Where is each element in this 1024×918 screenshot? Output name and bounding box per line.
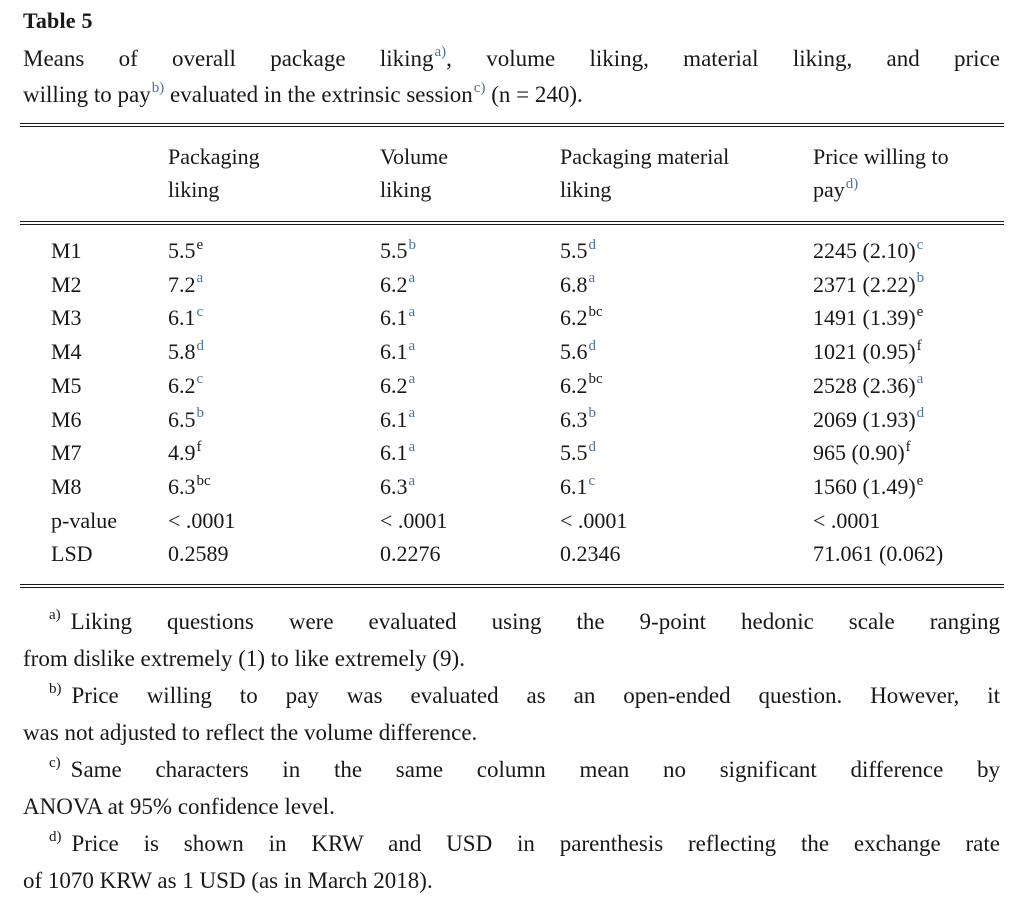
cell-value: 6.2 <box>380 372 408 398</box>
cell-m1-col4 <box>813 234 1000 268</box>
cell-value: 2245 (2.10) <box>813 238 916 263</box>
cell-m6-col4 <box>813 403 1000 437</box>
cell-p-value-col2 <box>380 504 560 538</box>
footnote-ref-c[interactable]: c <box>196 371 204 388</box>
cell-value: 2371 (2.22) <box>813 271 916 297</box>
footnote-marker-c: c) <box>49 755 61 772</box>
cell-m1-col3 <box>560 234 813 268</box>
sig-letter-e: e <box>196 236 204 253</box>
footnote-ref-a[interactable]: a <box>408 270 416 287</box>
cell-m3-col3 <box>560 301 813 335</box>
cell-m7-col4 <box>813 436 1000 470</box>
table-number-title: Table 5 <box>23 8 93 33</box>
table-caption <box>23 41 1000 113</box>
caption-text: evaluated in the extrinsic session <box>164 82 473 107</box>
cell-value: 6.5 <box>168 406 196 432</box>
cell-value: 71.061 (0.062) <box>813 541 944 567</box>
footnote-text: Same characters in the same column mean no significant difference by <box>70 757 1000 783</box>
cell-lsd-col1 <box>168 537 380 571</box>
cell-m7-col1 <box>168 436 380 470</box>
footnote-ref-c[interactable]: c) <box>473 80 486 97</box>
cell-m5-col4 <box>813 369 1000 403</box>
cell-lsd-col4 <box>813 537 1000 571</box>
cell-value: 1021 (0.95) <box>813 339 916 365</box>
table-row-m2 <box>23 268 1000 302</box>
cell-m1-col1 <box>168 234 380 268</box>
row-label-m5: M5 <box>51 372 82 398</box>
cell-value: 6.1 <box>380 305 408 331</box>
sig-letter-bc: bc <box>196 472 211 489</box>
column-header-price-willing-to-pay <box>813 140 1000 206</box>
cell-m3-col1 <box>168 301 380 335</box>
footnote-ref-d[interactable]: d <box>588 337 596 354</box>
footnote-ref-a[interactable]: a <box>408 405 416 422</box>
cell-value: 1560 (1.49) <box>813 473 916 499</box>
cell-value: 6.3 <box>380 473 408 499</box>
cell-m2-col2 <box>380 268 560 302</box>
cell-value: 6.2 <box>168 372 196 398</box>
table-row-m8 <box>23 470 1000 504</box>
table-row-m4 <box>23 335 1000 369</box>
cell-m4-col2 <box>380 335 560 369</box>
cell-value: 6.3 <box>168 473 196 499</box>
column-header-line: Price willing to <box>813 144 949 169</box>
footnote-ref-a[interactable]: a <box>916 371 924 388</box>
cell-m2-col1 <box>168 268 380 302</box>
cell-value: 5.5 <box>380 238 408 263</box>
footnote-ref-b[interactable]: b <box>588 405 596 422</box>
footnote-line-2: was not adjusted to reflect the volume difference. <box>23 720 478 746</box>
cell-m6-col1 <box>168 403 380 437</box>
cell-value: 6.1 <box>168 305 196 331</box>
footnote-ref-a[interactable]: a) <box>434 44 447 61</box>
table-body <box>23 225 1000 584</box>
cell-m6-col2 <box>380 403 560 437</box>
row-label-p-value: p-value <box>51 507 117 533</box>
footnote-ref-a[interactable]: a <box>408 304 416 321</box>
table-row-m3 <box>23 301 1000 335</box>
cell-value: 0.2346 <box>560 541 621 567</box>
footnote-line-1 <box>23 603 1000 640</box>
footnote-ref-d[interactable]: d) <box>845 175 859 192</box>
cell-value: 6.1 <box>380 406 408 432</box>
cell-m3-col4 <box>813 301 1000 335</box>
cell-m5-col2 <box>380 369 560 403</box>
sig-letter-e: e <box>916 472 924 489</box>
footnote-ref-c[interactable]: c <box>916 236 924 253</box>
table-row-m5 <box>23 369 1000 403</box>
column-header-line: liking <box>380 177 432 202</box>
cell-value: 5.5 <box>560 238 588 263</box>
table-header-row <box>23 127 1000 221</box>
column-header-line: liking <box>168 177 220 202</box>
footnote-ref-b[interactable]: b <box>408 236 416 253</box>
cell-m3-col2 <box>380 301 560 335</box>
cell-value: 6.1 <box>560 473 588 499</box>
footnote-marker-b: b) <box>49 681 62 698</box>
cell-value: < .0001 <box>380 507 448 533</box>
cell-m2-col3 <box>560 268 813 302</box>
table-caption-line-1 <box>23 41 1000 77</box>
cell-m7-col3 <box>560 436 813 470</box>
column-header-line: Volume <box>380 144 449 169</box>
cell-value: 6.1 <box>380 440 408 466</box>
column-header-volume-liking <box>380 140 560 206</box>
footnote-text: Liking questions were evaluated using the 9-point hedonic scale ranging <box>70 609 1000 635</box>
cell-value: 6.2 <box>560 305 588 331</box>
cell-lsd-col2 <box>380 537 560 571</box>
cell-value: < .0001 <box>560 507 628 533</box>
cell-m2-col4 <box>813 268 1000 302</box>
row-label-m2: M2 <box>51 271 82 297</box>
table-footnotes <box>23 603 1000 899</box>
footnote-line-1 <box>23 677 1000 714</box>
cell-m5-col1 <box>168 369 380 403</box>
footnote-ref-a[interactable]: a <box>408 472 416 489</box>
cell-value: 6.8 <box>560 271 588 297</box>
footnote-line-2: from dislike extremely (1) to like extremely (9). <box>23 646 465 672</box>
table-bottom-rule <box>20 584 1004 588</box>
cell-m8-col2 <box>380 470 560 504</box>
footnote-ref-a[interactable]: a <box>408 438 416 455</box>
footnote-ref-d[interactable]: d <box>588 438 596 455</box>
cell-value: < .0001 <box>813 507 881 533</box>
cell-value: 5.6 <box>560 339 588 365</box>
table-caption-line-2 <box>23 77 1000 113</box>
row-label-m3: M3 <box>51 305 82 331</box>
cell-value: 6.2 <box>560 372 588 398</box>
cell-m4-col4 <box>813 335 1000 369</box>
footnote-ref-b[interactable]: b <box>916 270 925 287</box>
sig-letter-bc: bc <box>588 304 603 321</box>
cell-value: 4.9 <box>168 440 196 466</box>
cell-m6-col3 <box>560 403 813 437</box>
footnote-text: Price willing to pay was evaluated as an open-ended question. However, it <box>71 683 1000 709</box>
footnote-ref-a[interactable]: a <box>588 270 596 287</box>
footnote-ref-a[interactable]: a <box>196 270 204 287</box>
cell-value: 2528 (2.36) <box>813 372 916 398</box>
column-header-blank <box>23 140 168 206</box>
cell-value: 6.1 <box>380 339 408 365</box>
sig-letter-bc: bc <box>588 371 603 388</box>
footnote-b <box>23 677 1000 751</box>
row-label-m1: M1 <box>51 238 82 263</box>
table-row-m7 <box>23 436 1000 470</box>
cell-value: 1491 (1.39) <box>813 305 916 331</box>
table-row-lsd <box>23 537 1000 571</box>
cell-p-value-col1 <box>168 504 380 538</box>
cell-value: 965 (0.90) <box>813 440 905 466</box>
row-label-m6: M6 <box>51 406 82 432</box>
footnote-text: Price is shown in KRW and USD in parenthesis reflecting the exchange rate <box>71 831 1000 857</box>
cell-value: 6.3 <box>560 406 588 432</box>
caption-text: (n = 240). <box>485 82 583 107</box>
footnote-line-1 <box>23 825 1000 862</box>
cell-value: 5.8 <box>168 339 196 365</box>
cell-m5-col3 <box>560 369 813 403</box>
cell-m4-col3 <box>560 335 813 369</box>
table-row-p-value <box>23 504 1000 538</box>
footnote-ref-d[interactable]: d <box>196 337 204 354</box>
footnote-line-2: of 1070 KRW as 1 USD (as in March 2018). <box>23 868 433 894</box>
cell-value: 2069 (1.93) <box>813 406 916 432</box>
cell-value: 7.2 <box>168 271 196 297</box>
footnote-ref-b[interactable]: b <box>196 405 204 422</box>
footnote-line-1 <box>23 751 1000 788</box>
cell-m4-col1 <box>168 335 380 369</box>
table-row-m1 <box>23 234 1000 268</box>
caption-text: , volume liking, material liking, and price <box>446 46 1000 71</box>
footnote-ref-d[interactable]: d <box>916 405 925 422</box>
row-label-lsd: LSD <box>51 541 93 567</box>
column-header-line: liking <box>560 177 612 202</box>
footnote-ref-a[interactable]: a <box>408 371 416 388</box>
column-header-line: pay$^{d)}$ <box>813 175 859 202</box>
cell-m8-col4 <box>813 470 1000 504</box>
footnote-ref-a[interactable]: a <box>408 337 416 354</box>
footnote-ref-c[interactable]: c <box>588 472 596 489</box>
cell-value: 6.2 <box>380 271 408 297</box>
footnote-line-2: ANOVA at 95% confidence level. <box>23 794 335 820</box>
caption-text: Means of overall package liking <box>23 46 434 71</box>
cell-value: 0.2276 <box>380 541 441 567</box>
sig-letter-f: f <box>916 337 922 354</box>
row-label-m4: M4 <box>51 339 82 365</box>
sig-letter-f: f <box>196 438 202 455</box>
sig-letter-e: e <box>916 304 924 321</box>
cell-m7-col2 <box>380 436 560 470</box>
cell-p-value-col4 <box>813 504 1000 538</box>
column-header-line: Packaging material <box>560 144 730 169</box>
table-row-m6 <box>23 403 1000 437</box>
column-header-packaging-liking <box>168 140 380 206</box>
row-label-m8: M8 <box>51 473 82 499</box>
column-header-line: Packaging <box>168 144 260 169</box>
cell-p-value-col3 <box>560 504 813 538</box>
footnote-marker-d: d) <box>49 829 62 846</box>
cell-value: 0.2589 <box>168 541 229 567</box>
cell-m8-col3 <box>560 470 813 504</box>
footnote-ref-d[interactable]: d <box>588 236 596 253</box>
cell-m1-col2 <box>380 234 560 268</box>
footnote-ref-c[interactable]: c <box>196 304 204 321</box>
footnote-ref-b[interactable]: b) <box>151 80 165 97</box>
footnote-d <box>23 825 1000 899</box>
cell-m8-col1 <box>168 470 380 504</box>
footnote-c <box>23 751 1000 825</box>
row-label-m7: M7 <box>51 440 82 466</box>
cell-value: 5.5 <box>168 238 196 263</box>
column-header-packaging-material-liking <box>560 140 813 206</box>
footnote-a <box>23 603 1000 677</box>
footnote-marker-a: a) <box>49 607 61 624</box>
cell-value: 5.5 <box>560 440 588 466</box>
sig-letter-f: f <box>905 438 911 455</box>
caption-text: willing to pay <box>23 82 151 107</box>
cell-lsd-col3 <box>560 537 813 571</box>
cell-value: < .0001 <box>168 507 236 533</box>
